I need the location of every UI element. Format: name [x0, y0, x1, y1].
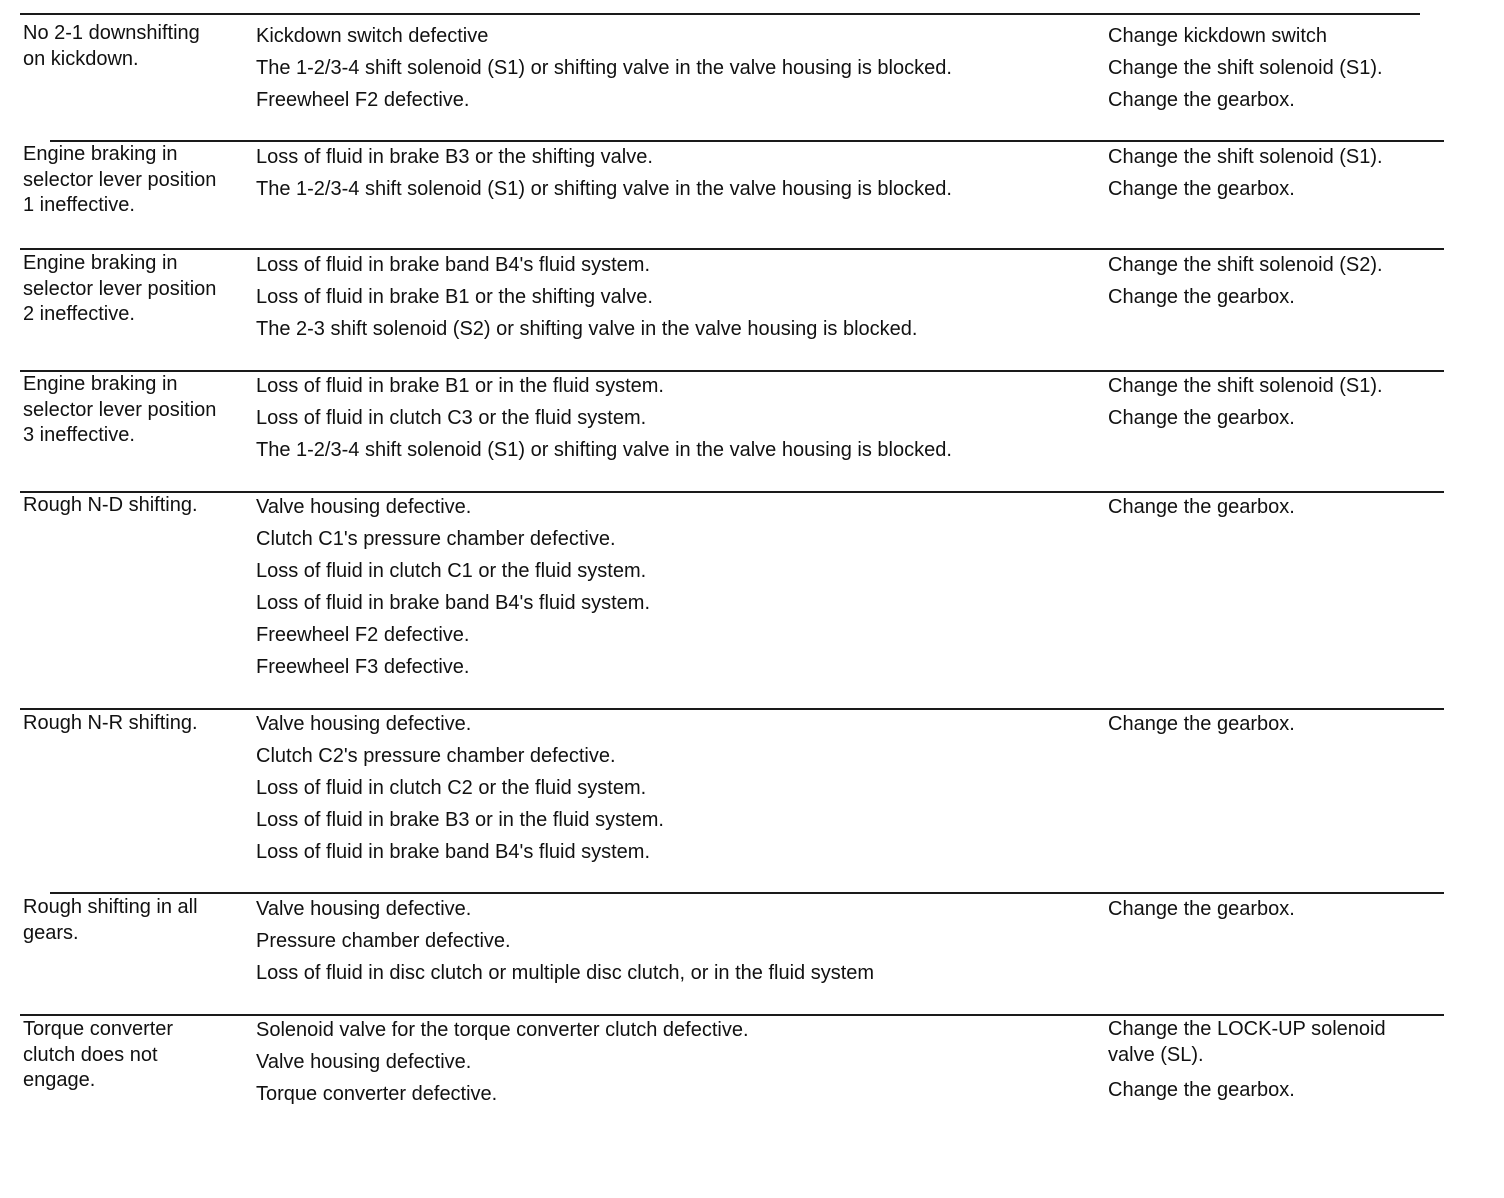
cause-item: Freewheel F2 defective. — [256, 89, 470, 111]
cause-list — [256, 893, 1086, 989]
action-item: Change the shift solenoid (S1). — [1108, 375, 1383, 397]
action-list — [1108, 370, 1438, 434]
cause-item: The 1-2/3-4 shift solenoid (S1) or shifting valve in the valve housing is blocked. — [256, 178, 952, 200]
symptom-cell: Torque converter clutch does not engage. — [23, 1018, 174, 1091]
cause-item: Pressure chamber defective. — [256, 930, 511, 952]
cause-item: The 2-3 shift solenoid (S2) or shifting valve in the valve housing is blocked. — [256, 318, 918, 340]
action-list — [1108, 20, 1438, 116]
cause-list — [256, 20, 1086, 116]
cause-item: Freewheel F2 defective. — [256, 624, 470, 646]
cause-item: Valve housing defective. — [256, 1051, 472, 1073]
action-list — [1108, 491, 1438, 523]
symptom-cell: Engine braking in selector lever position 1 ineffective. — [23, 143, 217, 216]
cause-item: The 1-2/3-4 shift solenoid (S1) or shifting valve in the valve housing is blocked. — [256, 439, 952, 461]
action-item: Change the gearbox. — [1108, 407, 1295, 429]
action-list — [1108, 141, 1438, 205]
action-item: Change the LOCK-UP solenoid valve (SL). — [1108, 1018, 1386, 1066]
cause-item: Kickdown switch defective — [256, 25, 489, 47]
symptom-cell: Rough N-R shifting. — [23, 712, 198, 734]
cause-list — [256, 141, 1086, 205]
cause-item: Loss of fluid in brake B3 or the shifting valve. — [256, 146, 653, 168]
action-item: Change the gearbox. — [1108, 496, 1295, 518]
symptom-cell: No 2-1 downshifting on kickdown. — [23, 22, 200, 70]
symptom-cell: Rough shifting in all gears. — [23, 896, 198, 944]
action-item: Change the gearbox. — [1108, 898, 1295, 920]
cause-item: Solenoid valve for the torque converter clutch defective. — [256, 1019, 749, 1041]
action-item: Change the gearbox. — [1108, 286, 1295, 308]
cause-item: Loss of fluid in brake B1 or the shifting valve. — [256, 286, 653, 308]
action-item: Change the gearbox. — [1108, 1079, 1295, 1101]
symptom-cell: Rough N-D shifting. — [23, 494, 198, 516]
cause-item: Clutch C1's pressure chamber defective. — [256, 528, 616, 550]
cause-item: Loss of fluid in brake band B4's fluid system. — [256, 592, 651, 614]
cause-list — [256, 1014, 1086, 1110]
action-list — [1108, 708, 1438, 740]
action-item: Change the shift solenoid (S1). — [1108, 146, 1383, 168]
cause-item: Loss of fluid in brake B3 or in the fluid system. — [256, 809, 664, 831]
table-top-rule — [20, 13, 1420, 15]
cause-item: Freewheel F3 defective. — [256, 656, 470, 678]
cause-list — [256, 249, 1086, 345]
cause-item: The 1-2/3-4 shift solenoid (S1) or shifting valve in the valve housing is blocked. — [256, 57, 952, 79]
cause-list — [256, 708, 1086, 868]
cause-item: Valve housing defective. — [256, 496, 472, 518]
cause-item: Loss of fluid in brake B1 or in the fluid system. — [256, 375, 664, 397]
action-item: Change kickdown switch — [1108, 25, 1327, 47]
action-item: Change the gearbox. — [1108, 89, 1295, 111]
cause-item: Loss of fluid in disc clutch or multiple disc clutch, or in the fluid system — [256, 962, 875, 984]
cause-item: Loss of fluid in clutch C1 or the fluid system. — [256, 560, 647, 582]
action-item: Change the gearbox. — [1108, 178, 1295, 200]
cause-item: Valve housing defective. — [256, 713, 472, 735]
cause-item: Clutch C2's pressure chamber defective. — [256, 745, 616, 767]
action-list — [1108, 1014, 1428, 1106]
action-list — [1108, 249, 1438, 313]
action-item: Change the shift solenoid (S2). — [1108, 254, 1383, 276]
symptom-cell: Engine braking in selector lever position 2 ineffective. — [23, 252, 217, 325]
cause-item: Loss of fluid in clutch C3 or the fluid system. — [256, 407, 647, 429]
cause-item: Loss of fluid in clutch C2 or the fluid system. — [256, 777, 647, 799]
cause-list — [256, 491, 1086, 683]
cause-item: Torque converter defective. — [256, 1083, 498, 1105]
cause-item: Loss of fluid in brake band B4's fluid system. — [256, 254, 651, 276]
cause-item: Loss of fluid in brake band B4's fluid system. — [256, 841, 651, 863]
action-list — [1108, 893, 1438, 925]
action-item: Change the gearbox. — [1108, 713, 1295, 735]
action-item: Change the shift solenoid (S1). — [1108, 57, 1383, 79]
cause-item: Valve housing defective. — [256, 898, 472, 920]
symptom-cell: Engine braking in selector lever position 3 ineffective. — [23, 373, 217, 446]
cause-list — [256, 370, 1086, 466]
